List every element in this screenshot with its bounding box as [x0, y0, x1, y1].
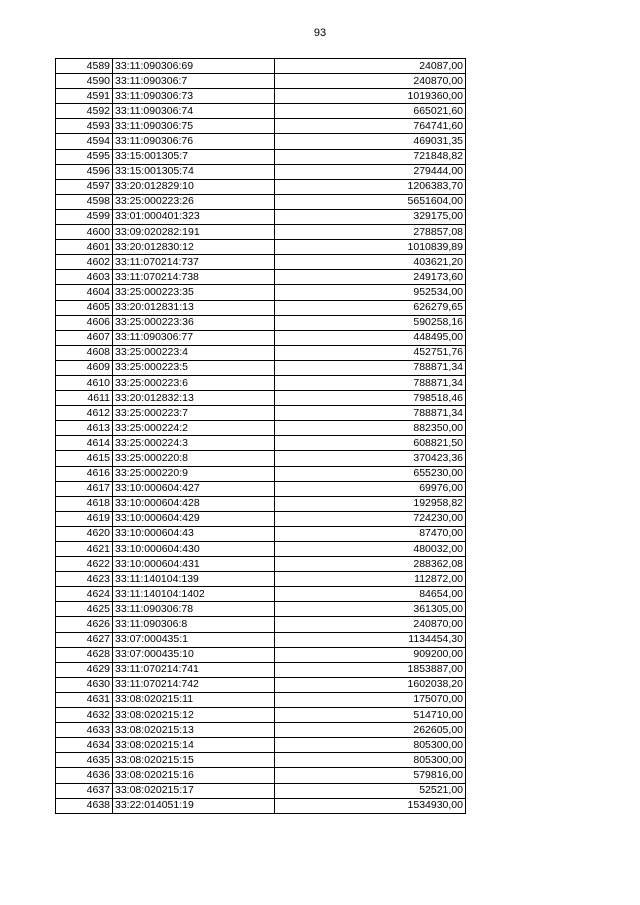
row-number-cell: 4637: [56, 783, 113, 798]
cadastral-number-cell: 33:08:020215:17: [113, 783, 275, 798]
table-row: [56, 557, 466, 572]
row-number-cell: 4596: [56, 164, 113, 179]
row-number-cell: 4597: [56, 179, 113, 194]
table-row: [56, 391, 466, 406]
row-number-cell: 4632: [56, 708, 113, 723]
table-row: [56, 542, 466, 557]
row-number-cell: 4620: [56, 526, 113, 541]
row-number-cell: 4601: [56, 240, 113, 255]
table-row: [56, 647, 466, 662]
value-cell: 112872,00: [275, 572, 466, 587]
row-number-cell: 4595: [56, 149, 113, 164]
value-cell: 52521,00: [275, 783, 466, 798]
cadastral-number-cell: 33:08:020215:16: [113, 768, 275, 783]
table-row: [56, 692, 466, 707]
value-cell: 579816,00: [275, 768, 466, 783]
row-number-cell: 4627: [56, 632, 113, 647]
registry-table-body: [56, 59, 466, 814]
row-number-cell: 4593: [56, 119, 113, 134]
row-number-cell: 4600: [56, 225, 113, 240]
row-number-cell: 4594: [56, 134, 113, 149]
registry-table: [55, 58, 466, 814]
table-row: [56, 74, 466, 89]
row-number-cell: 4625: [56, 602, 113, 617]
table-row: [56, 360, 466, 375]
table-row: [56, 300, 466, 315]
table-row: [56, 436, 466, 451]
row-number-cell: 4608: [56, 345, 113, 360]
table-row: [56, 119, 466, 134]
cadastral-number-cell: 33:20:012832:13: [113, 391, 275, 406]
row-number-cell: 4614: [56, 436, 113, 451]
value-cell: 279444,00: [275, 164, 466, 179]
value-cell: 805300,00: [275, 738, 466, 753]
value-cell: 514710,00: [275, 708, 466, 723]
table-row: [56, 496, 466, 511]
row-number-cell: 4626: [56, 617, 113, 632]
value-cell: 288362,08: [275, 557, 466, 572]
row-number-cell: 4607: [56, 330, 113, 345]
table-row: [56, 708, 466, 723]
value-cell: 240870,00: [275, 617, 466, 632]
cadastral-number-cell: 33:25:000220:8: [113, 451, 275, 466]
table-row: [56, 421, 466, 436]
table-row: [56, 345, 466, 360]
row-number-cell: 4603: [56, 270, 113, 285]
value-cell: 909200,00: [275, 647, 466, 662]
table-row: [56, 209, 466, 224]
table-row: [56, 466, 466, 481]
page-number: 93: [313, 27, 327, 39]
row-number-cell: 4609: [56, 360, 113, 375]
cadastral-number-cell: 33:08:020215:12: [113, 708, 275, 723]
value-cell: 403621,20: [275, 255, 466, 270]
cadastral-number-cell: 33:08:020215:14: [113, 738, 275, 753]
row-number-cell: 4634: [56, 738, 113, 753]
value-cell: 192958,82: [275, 496, 466, 511]
table-row: [56, 768, 466, 783]
table-row: [56, 677, 466, 692]
value-cell: 69976,00: [275, 481, 466, 496]
cadastral-number-cell: 33:08:020215:15: [113, 753, 275, 768]
row-number-cell: 4619: [56, 511, 113, 526]
row-number-cell: 4623: [56, 572, 113, 587]
table-row: [56, 451, 466, 466]
table-row: [56, 134, 466, 149]
table-row: [56, 149, 466, 164]
table-row: [56, 511, 466, 526]
cadastral-number-cell: 33:11:090306:76: [113, 134, 275, 149]
value-cell: 952534,00: [275, 285, 466, 300]
cadastral-number-cell: 33:10:000604:429: [113, 511, 275, 526]
table-row: [56, 285, 466, 300]
table-row: [56, 194, 466, 209]
cadastral-number-cell: 33:25:000224:3: [113, 436, 275, 451]
value-cell: 1206383,70: [275, 179, 466, 194]
value-cell: 805300,00: [275, 753, 466, 768]
table-row: [56, 255, 466, 270]
cadastral-number-cell: 33:11:070214:738: [113, 270, 275, 285]
value-cell: 1534930,00: [275, 798, 466, 813]
cadastral-number-cell: 33:10:000604:428: [113, 496, 275, 511]
value-cell: 1019360,00: [275, 89, 466, 104]
cadastral-number-cell: 33:25:000223:4: [113, 345, 275, 360]
value-cell: 84654,00: [275, 587, 466, 602]
row-number-cell: 4629: [56, 662, 113, 677]
value-cell: 590258,16: [275, 315, 466, 330]
cadastral-number-cell: 33:25:000223:6: [113, 375, 275, 390]
value-cell: 249173,60: [275, 270, 466, 285]
value-cell: 655230,00: [275, 466, 466, 481]
table-row: [56, 632, 466, 647]
row-number-cell: 4621: [56, 542, 113, 557]
value-cell: 1602038,20: [275, 677, 466, 692]
cadastral-number-cell: 33:11:090306:75: [113, 119, 275, 134]
cadastral-number-cell: 33:15:001305:7: [113, 149, 275, 164]
value-cell: 5651604,00: [275, 194, 466, 209]
cadastral-number-cell: 33:10:000604:431: [113, 557, 275, 572]
row-number-cell: 4636: [56, 768, 113, 783]
cadastral-number-cell: 33:09:020282:191: [113, 225, 275, 240]
cadastral-number-cell: 33:10:000604:427: [113, 481, 275, 496]
cadastral-number-cell: 33:11:090306:73: [113, 89, 275, 104]
value-cell: 448495,00: [275, 330, 466, 345]
row-number-cell: 4615: [56, 451, 113, 466]
value-cell: 608821,50: [275, 436, 466, 451]
row-number-cell: 4604: [56, 285, 113, 300]
value-cell: 788871,34: [275, 375, 466, 390]
row-number-cell: 4617: [56, 481, 113, 496]
cadastral-number-cell: 33:11:140104:1402: [113, 587, 275, 602]
cadastral-number-cell: 33:10:000604:43: [113, 526, 275, 541]
table-row: [56, 602, 466, 617]
value-cell: 240870,00: [275, 74, 466, 89]
row-number-cell: 4630: [56, 677, 113, 692]
table-row: [56, 240, 466, 255]
table-row: [56, 662, 466, 677]
cadastral-number-cell: 33:11:070214:742: [113, 677, 275, 692]
cadastral-number-cell: 33:20:012829:10: [113, 179, 275, 194]
cadastral-number-cell: 33:08:020215:11: [113, 692, 275, 707]
row-number-cell: 4590: [56, 74, 113, 89]
cadastral-number-cell: 33:07:000435:10: [113, 647, 275, 662]
cadastral-number-cell: 33:11:090306:74: [113, 104, 275, 119]
table-row: [56, 406, 466, 421]
cadastral-number-cell: 33:11:070214:741: [113, 662, 275, 677]
cadastral-number-cell: 33:25:000224:2: [113, 421, 275, 436]
row-number-cell: 4591: [56, 89, 113, 104]
table-row: [56, 59, 466, 74]
value-cell: 278857,08: [275, 225, 466, 240]
table-row: [56, 270, 466, 285]
cadastral-number-cell: 33:25:000223:5: [113, 360, 275, 375]
row-number-cell: 4624: [56, 587, 113, 602]
row-number-cell: 4618: [56, 496, 113, 511]
table-row: [56, 738, 466, 753]
value-cell: 469031,35: [275, 134, 466, 149]
cadastral-number-cell: 33:08:020215:13: [113, 723, 275, 738]
value-cell: 724230,00: [275, 511, 466, 526]
table-row: [56, 164, 466, 179]
table-row: [56, 753, 466, 768]
cadastral-number-cell: 33:25:000223:36: [113, 315, 275, 330]
value-cell: 175070,00: [275, 692, 466, 707]
table-row: [56, 617, 466, 632]
value-cell: 329175,00: [275, 209, 466, 224]
value-cell: 665021,60: [275, 104, 466, 119]
row-number-cell: 4612: [56, 406, 113, 421]
value-cell: 480032,00: [275, 542, 466, 557]
cadastral-number-cell: 33:25:000220:9: [113, 466, 275, 481]
table-row: [56, 798, 466, 813]
row-number-cell: 4599: [56, 209, 113, 224]
table-row: [56, 723, 466, 738]
value-cell: 764741,60: [275, 119, 466, 134]
table-row: [56, 587, 466, 602]
value-cell: 788871,34: [275, 360, 466, 375]
row-number-cell: 4592: [56, 104, 113, 119]
value-cell: 1853887,00: [275, 662, 466, 677]
cadastral-number-cell: 33:22:014051:19: [113, 798, 275, 813]
cadastral-number-cell: 33:10:000604:430: [113, 542, 275, 557]
cadastral-number-cell: 33:15:001305:74: [113, 164, 275, 179]
table-row: [56, 783, 466, 798]
value-cell: 626279,65: [275, 300, 466, 315]
row-number-cell: 4610: [56, 375, 113, 390]
cadastral-number-cell: 33:11:070214:737: [113, 255, 275, 270]
cadastral-number-cell: 33:11:090306:8: [113, 617, 275, 632]
value-cell: 87470,00: [275, 526, 466, 541]
cadastral-number-cell: 33:11:090306:69: [113, 59, 275, 74]
value-cell: 24087,00: [275, 59, 466, 74]
row-number-cell: 4638: [56, 798, 113, 813]
cadastral-number-cell: 33:20:012830:12: [113, 240, 275, 255]
value-cell: 452751,76: [275, 345, 466, 360]
table-row: [56, 330, 466, 345]
table-row: [56, 89, 466, 104]
row-number-cell: 4589: [56, 59, 113, 74]
value-cell: 721848,82: [275, 149, 466, 164]
cadastral-number-cell: 33:01:000401:323: [113, 209, 275, 224]
row-number-cell: 4613: [56, 421, 113, 436]
cadastral-number-cell: 33:07:000435:1: [113, 632, 275, 647]
table-row: [56, 572, 466, 587]
row-number-cell: 4602: [56, 255, 113, 270]
row-number-cell: 4633: [56, 723, 113, 738]
value-cell: 262605,00: [275, 723, 466, 738]
row-number-cell: 4606: [56, 315, 113, 330]
table-row: [56, 225, 466, 240]
cadastral-number-cell: 33:11:090306:77: [113, 330, 275, 345]
value-cell: 1134454,30: [275, 632, 466, 647]
table-row: [56, 375, 466, 390]
row-number-cell: 4616: [56, 466, 113, 481]
cadastral-number-cell: 33:20:012831:13: [113, 300, 275, 315]
value-cell: 882350,00: [275, 421, 466, 436]
row-number-cell: 4622: [56, 557, 113, 572]
table-row: [56, 315, 466, 330]
table-row: [56, 526, 466, 541]
row-number-cell: 4631: [56, 692, 113, 707]
table-row: [56, 179, 466, 194]
table-row: [56, 104, 466, 119]
value-cell: 788871,34: [275, 406, 466, 421]
cadastral-number-cell: 33:25:000223:35: [113, 285, 275, 300]
cadastral-number-cell: 33:11:090306:78: [113, 602, 275, 617]
row-number-cell: 4605: [56, 300, 113, 315]
value-cell: 798518,46: [275, 391, 466, 406]
value-cell: 370423,36: [275, 451, 466, 466]
row-number-cell: 4598: [56, 194, 113, 209]
row-number-cell: 4628: [56, 647, 113, 662]
value-cell: 361305,00: [275, 602, 466, 617]
cadastral-number-cell: 33:11:090306:7: [113, 74, 275, 89]
cadastral-number-cell: 33:11:140104:139: [113, 572, 275, 587]
row-number-cell: 4635: [56, 753, 113, 768]
table-row: [56, 481, 466, 496]
cadastral-number-cell: 33:25:000223:7: [113, 406, 275, 421]
row-number-cell: 4611: [56, 391, 113, 406]
value-cell: 1010839,89: [275, 240, 466, 255]
cadastral-number-cell: 33:25:000223:26: [113, 194, 275, 209]
